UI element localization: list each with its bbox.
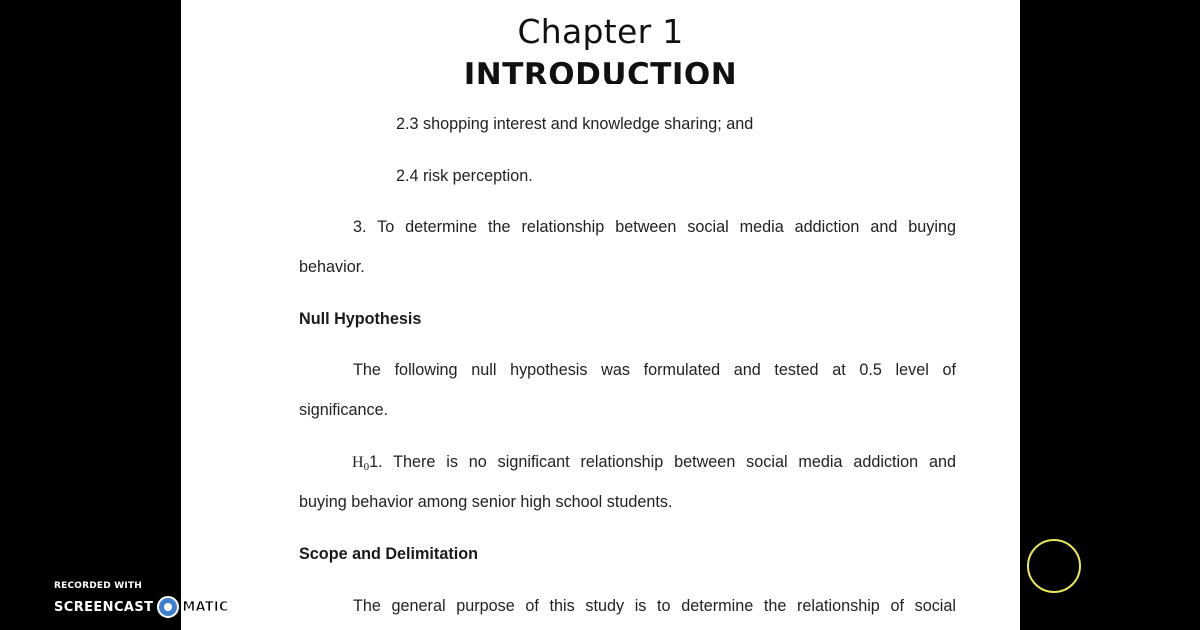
null-hypothesis-paragraph-line-2: significance.	[299, 401, 389, 419]
objective-3-line-1: 3. To determine the relationship between social media addiction and buying	[353, 218, 956, 236]
chapter-subtitle-clip	[181, 56, 1020, 84]
scope-paragraph-line-1: The general purpose of this study is to determine the relationship of social	[353, 597, 956, 615]
hypothesis-subscript: 0	[363, 461, 370, 473]
hypothesis-1-line-1	[352, 453, 956, 473]
watermark-recorded-with: RECORDED WITH	[54, 581, 143, 591]
watermark-brand-right: MATIC	[182, 599, 229, 615]
chapter-title: Chapter 1	[517, 12, 684, 51]
null-hypothesis-paragraph-line-1: The following null hypothesis was formulated and tested at 0.5 level of	[353, 361, 956, 379]
hypothesis-1-text: 1. There is no significant relationship between social media addiction and	[369, 453, 956, 471]
list-item-2-4: 2.4 risk perception.	[396, 167, 533, 185]
watermark-brand-left: SCREENCAST	[54, 599, 154, 615]
watermark-brand	[54, 597, 229, 617]
null-hypothesis-heading: Null Hypothesis	[299, 310, 422, 328]
objective-3-line-2: behavior.	[299, 258, 365, 276]
chapter-subtitle: INTRODUCTION	[463, 57, 738, 84]
screencast-o-matic-logo-icon	[157, 596, 179, 618]
scope-heading: Scope and Delimitation	[299, 545, 478, 563]
cursor-highlight-ring-icon	[1027, 539, 1081, 593]
list-item-2-3: 2.3 shopping interest and knowledge sharing; and	[396, 115, 754, 133]
hypothesis-1-line-2: buying behavior among senior high school students.	[299, 493, 673, 511]
document-page	[181, 0, 1020, 630]
hypothesis-symbol: $H_0$	[352, 454, 370, 473]
screencast-watermark	[54, 581, 244, 621]
